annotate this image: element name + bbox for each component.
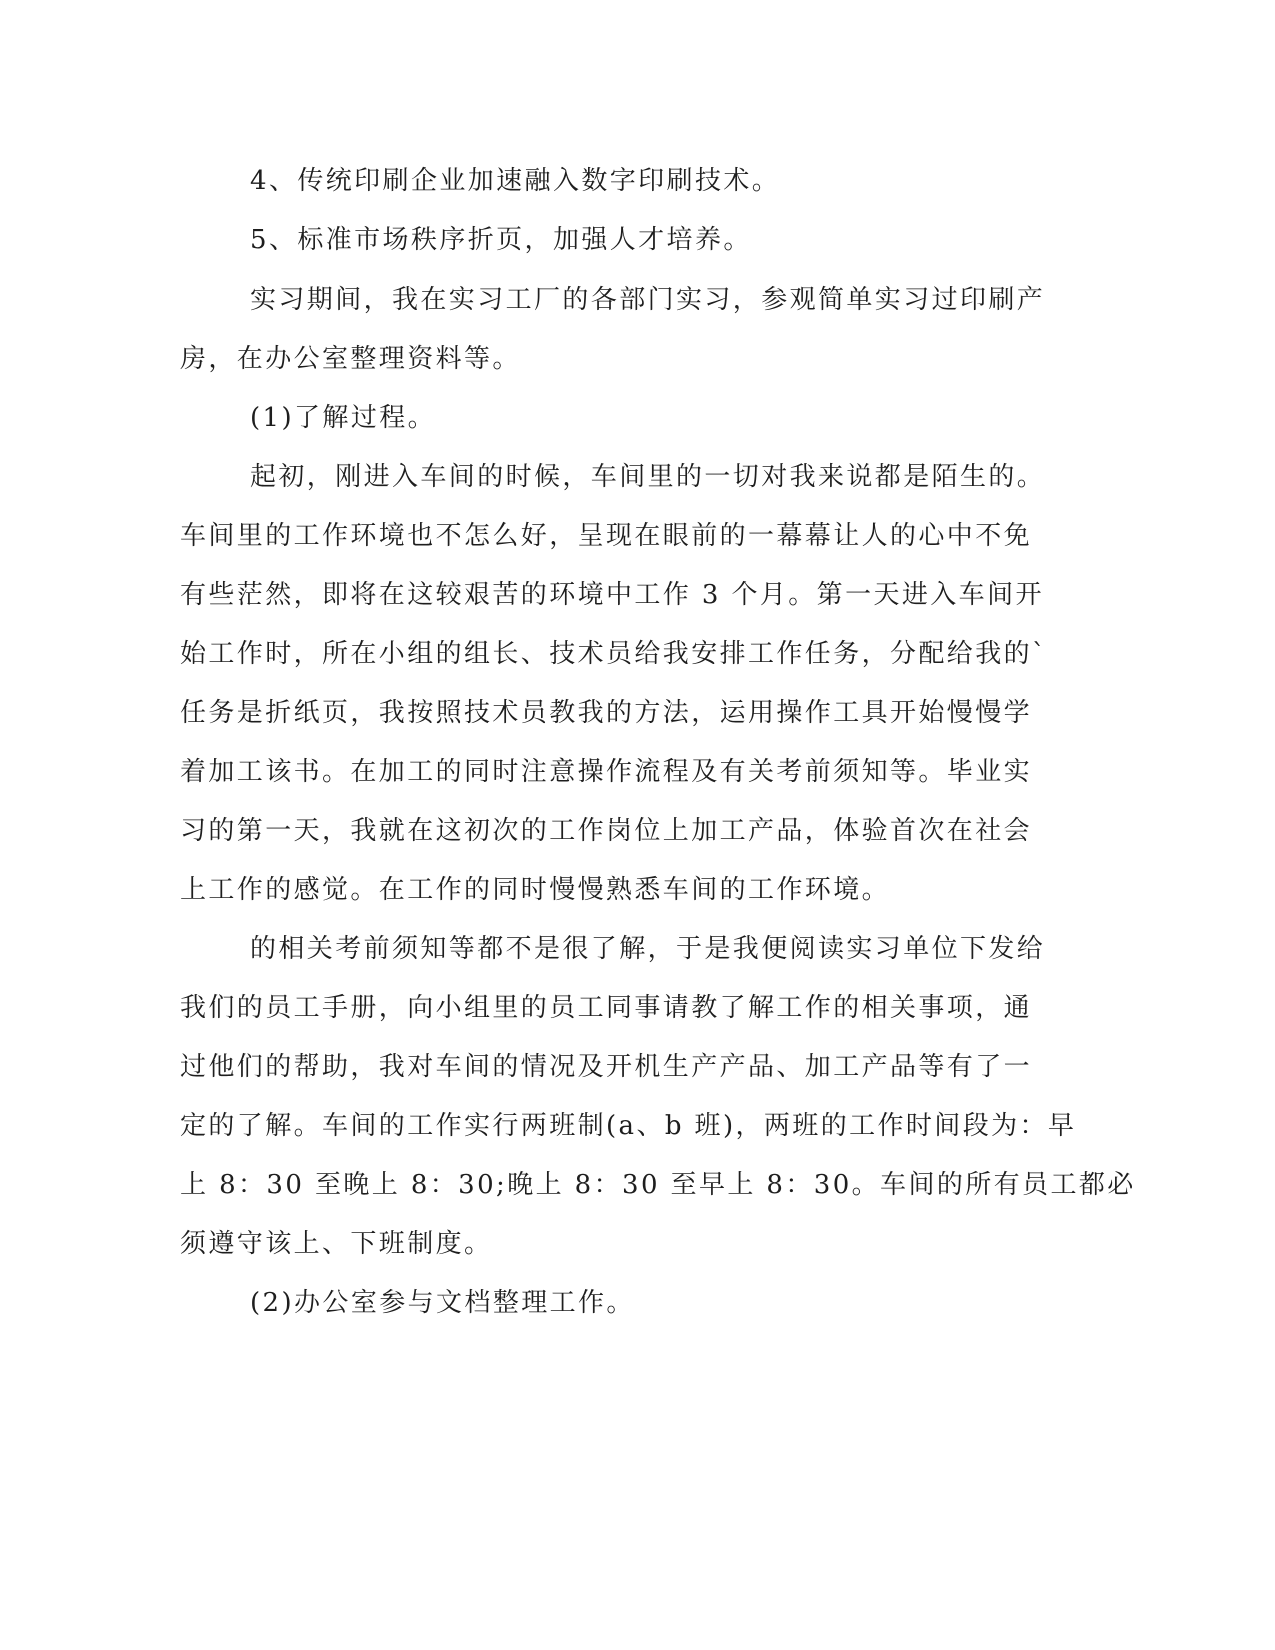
paragraph-handbook-line-1: 的相关考前须知等都不是很了解，于是我便阅读实习单位下发给 <box>250 934 1046 964</box>
paragraph-workshop-line-2: 车间里的工作环境也不怎么好，呈现在眼前的一幕幕让人的心中不免 <box>180 521 1033 551</box>
paragraph-workshop-line-8: 上工作的感觉。在工作的同时慢慢熟悉车间的工作环境。 <box>180 875 891 905</box>
paragraph-handbook-line-2: 我们的员工手册，向小组里的员工同事请教了解工作的相关事项，通 <box>180 993 1033 1023</box>
paragraph-workshop-line-5: 任务是折纸页，我按照技术员教我的方法，运用操作工具开始慢慢学 <box>180 698 1033 728</box>
list-item-4: 4、传统印刷企业加速融入数字印刷技术。 <box>250 166 781 196</box>
section-heading-2: (2)办公室参与文档整理工作。 <box>250 1288 635 1318</box>
paragraph-workshop-line-1: 起初，刚进入车间的时候，车间里的一切对我来说都是陌生的。 <box>250 462 1046 492</box>
paragraph-internship-line-1: 实习期间，我在实习工厂的各部门实习，参观简单实习过印刷产 <box>250 285 1046 315</box>
paragraph-internship-line-2: 房，在办公室整理资料等。 <box>180 344 521 374</box>
paragraph-workshop-line-3: 有些茫然，即将在这较艰苦的环境中工作 3 个月。第一天进入车间开 <box>180 580 1044 610</box>
paragraph-workshop-line-4: 始工作时，所在小组的组长、技术员给我安排工作任务，分配给我的` <box>180 639 1048 669</box>
paragraph-handbook-line-6: 须遵守该上、下班制度。 <box>180 1229 493 1259</box>
list-item-5: 5、标准市场秩序折页，加强人才培养。 <box>250 225 752 255</box>
paragraph-handbook-line-5: 上 8：30 至晚上 8：30;晚上 8：30 至早上 8：30。车间的所有员工都必 <box>180 1170 1136 1200</box>
paragraph-handbook-line-4: 定的了解。车间的工作实行两班制(a、b 班)，两班的工作时间段为：早 <box>180 1111 1077 1141</box>
section-heading-1: (1)了解过程。 <box>250 403 437 433</box>
paragraph-handbook-line-3: 过他们的帮助，我对车间的情况及开机生产产品、加工产品等有了一 <box>180 1052 1033 1082</box>
paragraph-workshop-line-7: 习的第一天，我就在这初次的工作岗位上加工产品，体验首次在社会 <box>180 816 1033 846</box>
paragraph-workshop-line-6: 着加工该书。在加工的同时注意操作流程及有关考前须知等。毕业实 <box>180 757 1033 787</box>
